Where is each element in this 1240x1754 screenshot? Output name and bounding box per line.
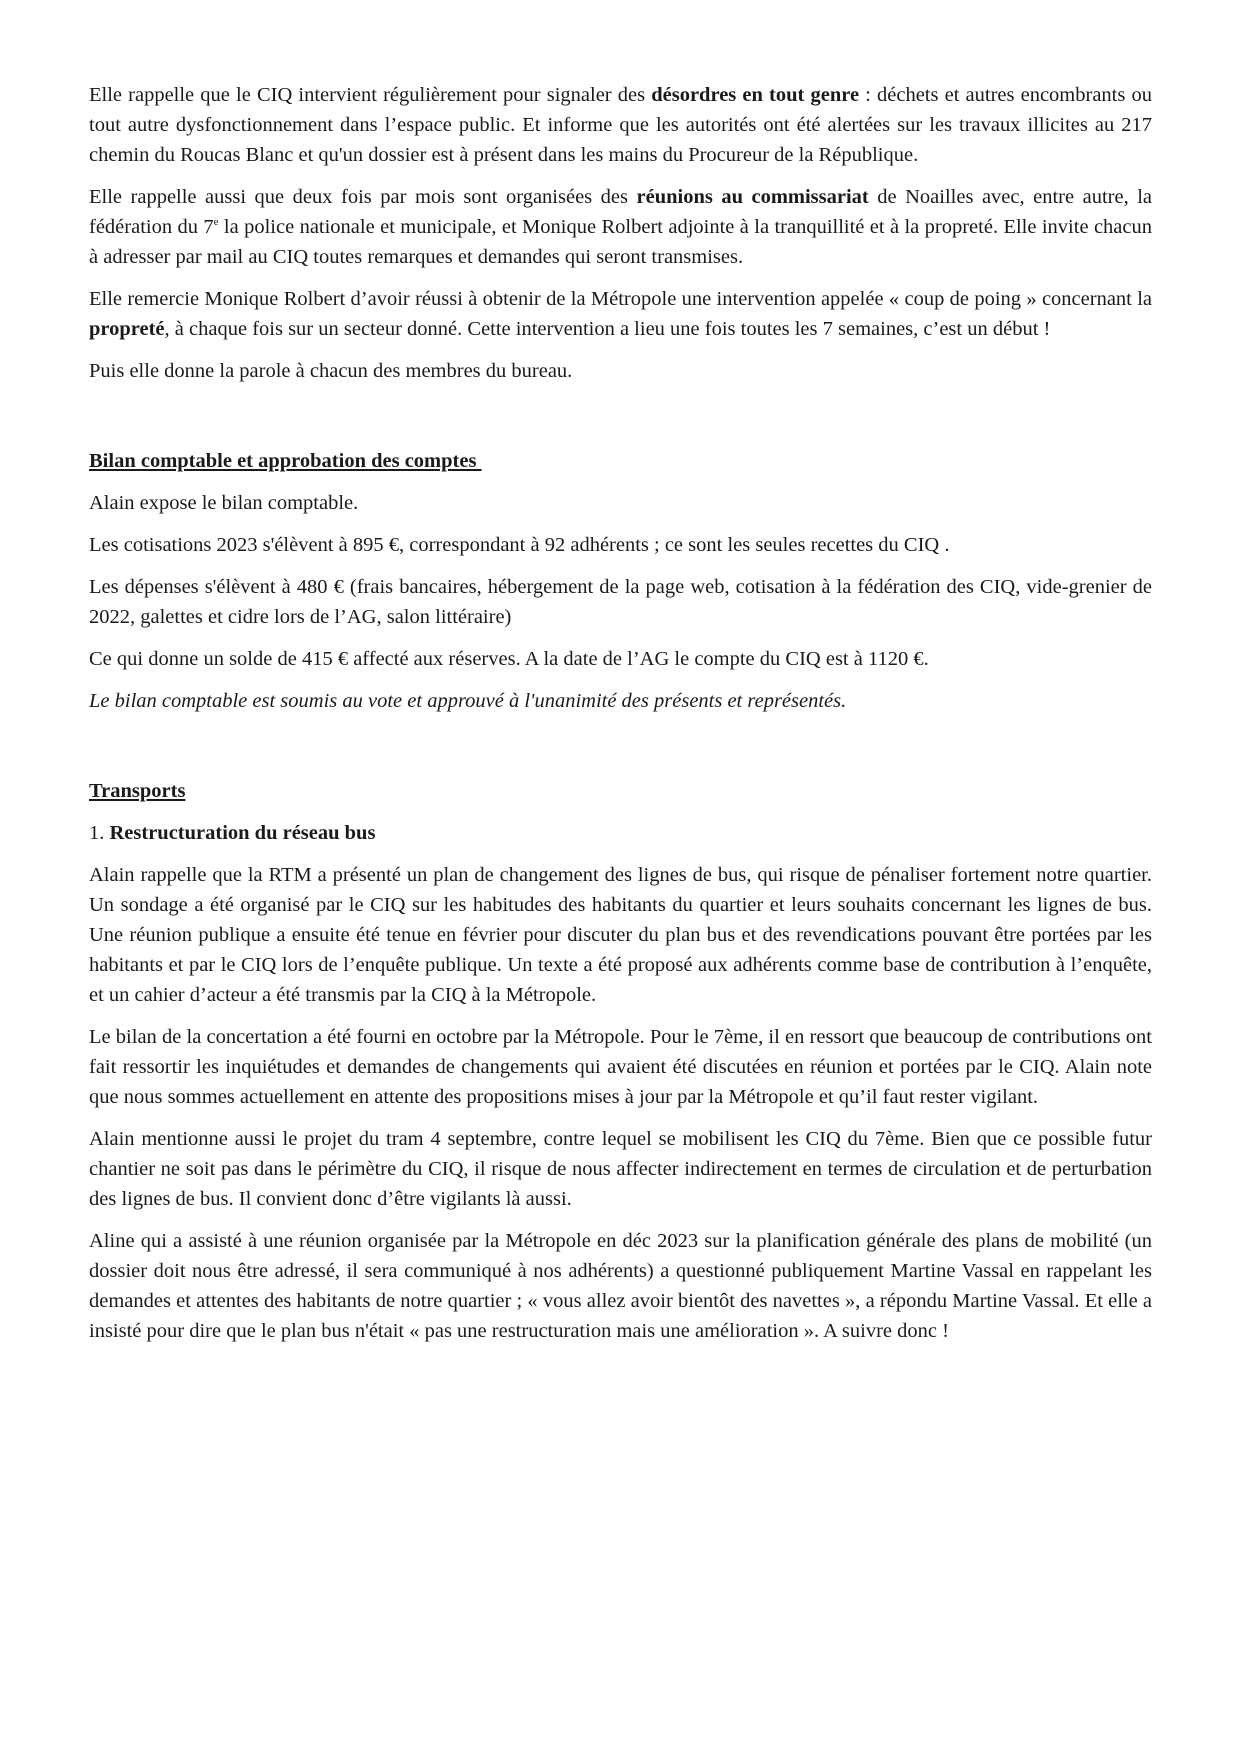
paragraph-vote: Le bilan comptable est soumis au vote et approuvé à l'unanimité des présents et représentés. bbox=[89, 690, 847, 712]
heading-bilan: Bilan comptable et approbation des comptes bbox=[89, 450, 482, 472]
paragraph-cotisations: Les cotisations 2023 s'élèvent à 895 €, correspondant à 92 adhérents ; ce sont les seules recettes du CIQ . bbox=[89, 534, 950, 556]
bold-desordres: désordres en tout genre bbox=[651, 84, 860, 106]
section-spacer bbox=[89, 728, 1152, 776]
paragraph-rtm: Alain rappelle que la RTM a présenté un plan de changement des lignes de bus, qui risque de pénaliser fortement notre quartier. Un sondage a été organisé par le CIQ sur les habitudes des habitants du quartier et leurs souhaits concernant les lignes de bus. Une réunion publique a ensuite été tenue en février pour discuter du plan bus et des revendications pouvant être portées par les habitants et par le CIQ lors de l’enquête publique. Un texte a été proposé aux adhérents comme base de contribution à l’enquête, et un cahier d’acteur a été transmis par la CIQ à la Métropole. bbox=[89, 864, 1152, 1006]
paragraph-reunions: Elle rappelle aussi que deux fois par mois sont organisées des réunions au commissariat de Noailles avec, entre autre, la fédération du 7e la police nationale et municipale, et Monique Rolbert adjointe à la tranquillité et à la propreté. Elle invite chacun à adresser par mail au CIQ toutes remarques et demandes qui seront transmises. bbox=[89, 186, 1152, 268]
heading-transports: Transports bbox=[89, 780, 186, 802]
paragraph-concertation: Le bilan de la concertation a été fourni en octobre par la Métropole. Pour le 7ème, il en ressort que beaucoup de contributions ont fait ressortir les inquiétudes et demandes de changements qui avaient été discutées en réunion et portées par le CIQ. Alain note que nous sommes actuellement en attente des propositions mises à jour par la Métropole et qu’il faut rester vigilant. bbox=[89, 1026, 1152, 1108]
paragraph-parole: Puis elle donne la parole à chacun des membres du bureau. bbox=[89, 360, 573, 382]
paragraph-depenses: Les dépenses s'élèvent à 480 € (frais bancaires, hébergement de la page web, cotisation à la fédération des CIQ, vide-grenier de 2022, galettes et cidre lors de l’AG, salon littéraire) bbox=[89, 576, 1152, 628]
bold-reunions: réunions au commissariat bbox=[636, 186, 869, 208]
paragraph-aline: Aline qui a assisté à une réunion organisée par la Métropole en déc 2023 sur la planification générale des plans de mobilité (un dossier doit nous être adressé, il sera communiqué à nos adhérents) a questionné publiquement Martine Vassal en rappelant les demandes et attentes des habitants de notre quartier ; « vous allez avoir bientôt des navettes », a répondu Martine Vassal. Et elle a insisté pour dire que le plan bus n'était « pas une restructuration mais une amélioration ». A suivre donc ! bbox=[89, 1230, 1152, 1342]
paragraph-bilan-expose: Alain expose le bilan comptable. bbox=[89, 492, 359, 514]
bold-proprete: propreté bbox=[89, 318, 165, 340]
superscript-e: e bbox=[213, 216, 219, 229]
paragraph-desordres: Elle rappelle que le CIQ intervient régulièrement pour signaler des désordres en tout genre : déchets et autres encombrants ou tout autre dysfonctionnement dans l’espace public. Et informe que les autorités ont été alertées sur les travaux illicites au 217 chemin du Roucas Blanc et qu'un dossier est à présent dans les mains du Procureur de la République. bbox=[89, 84, 1152, 166]
paragraph-tram: Alain mentionne aussi le projet du tram 4 septembre, contre lequel se mobilisent les CIQ du 7ème. Bien que ce possible futur chantier ne soit pas dans le périmètre du CIQ, il risque de nous affecter indirectement en termes de circulation et de perturbation des lignes de bus. Il convient donc d’être vigilants là aussi. bbox=[89, 1128, 1152, 1210]
section-spacer bbox=[89, 398, 1152, 446]
paragraph-solde: Ce qui donne un solde de 415 € affecté aux réserves. A la date de l’AG le compte du CIQ est à 1120 €. bbox=[89, 648, 929, 670]
subheading-restructuration: 1. Restructuration du réseau bus bbox=[89, 822, 376, 844]
paragraph-proprete: Elle remercie Monique Rolbert d’avoir réussi à obtenir de la Métropole une intervention appelée « coup de poing » concernant la propreté, à chaque fois sur un secteur donné. Cette intervention a lieu une fois toutes les 7 semaines, c’est un début ! bbox=[89, 288, 1152, 340]
